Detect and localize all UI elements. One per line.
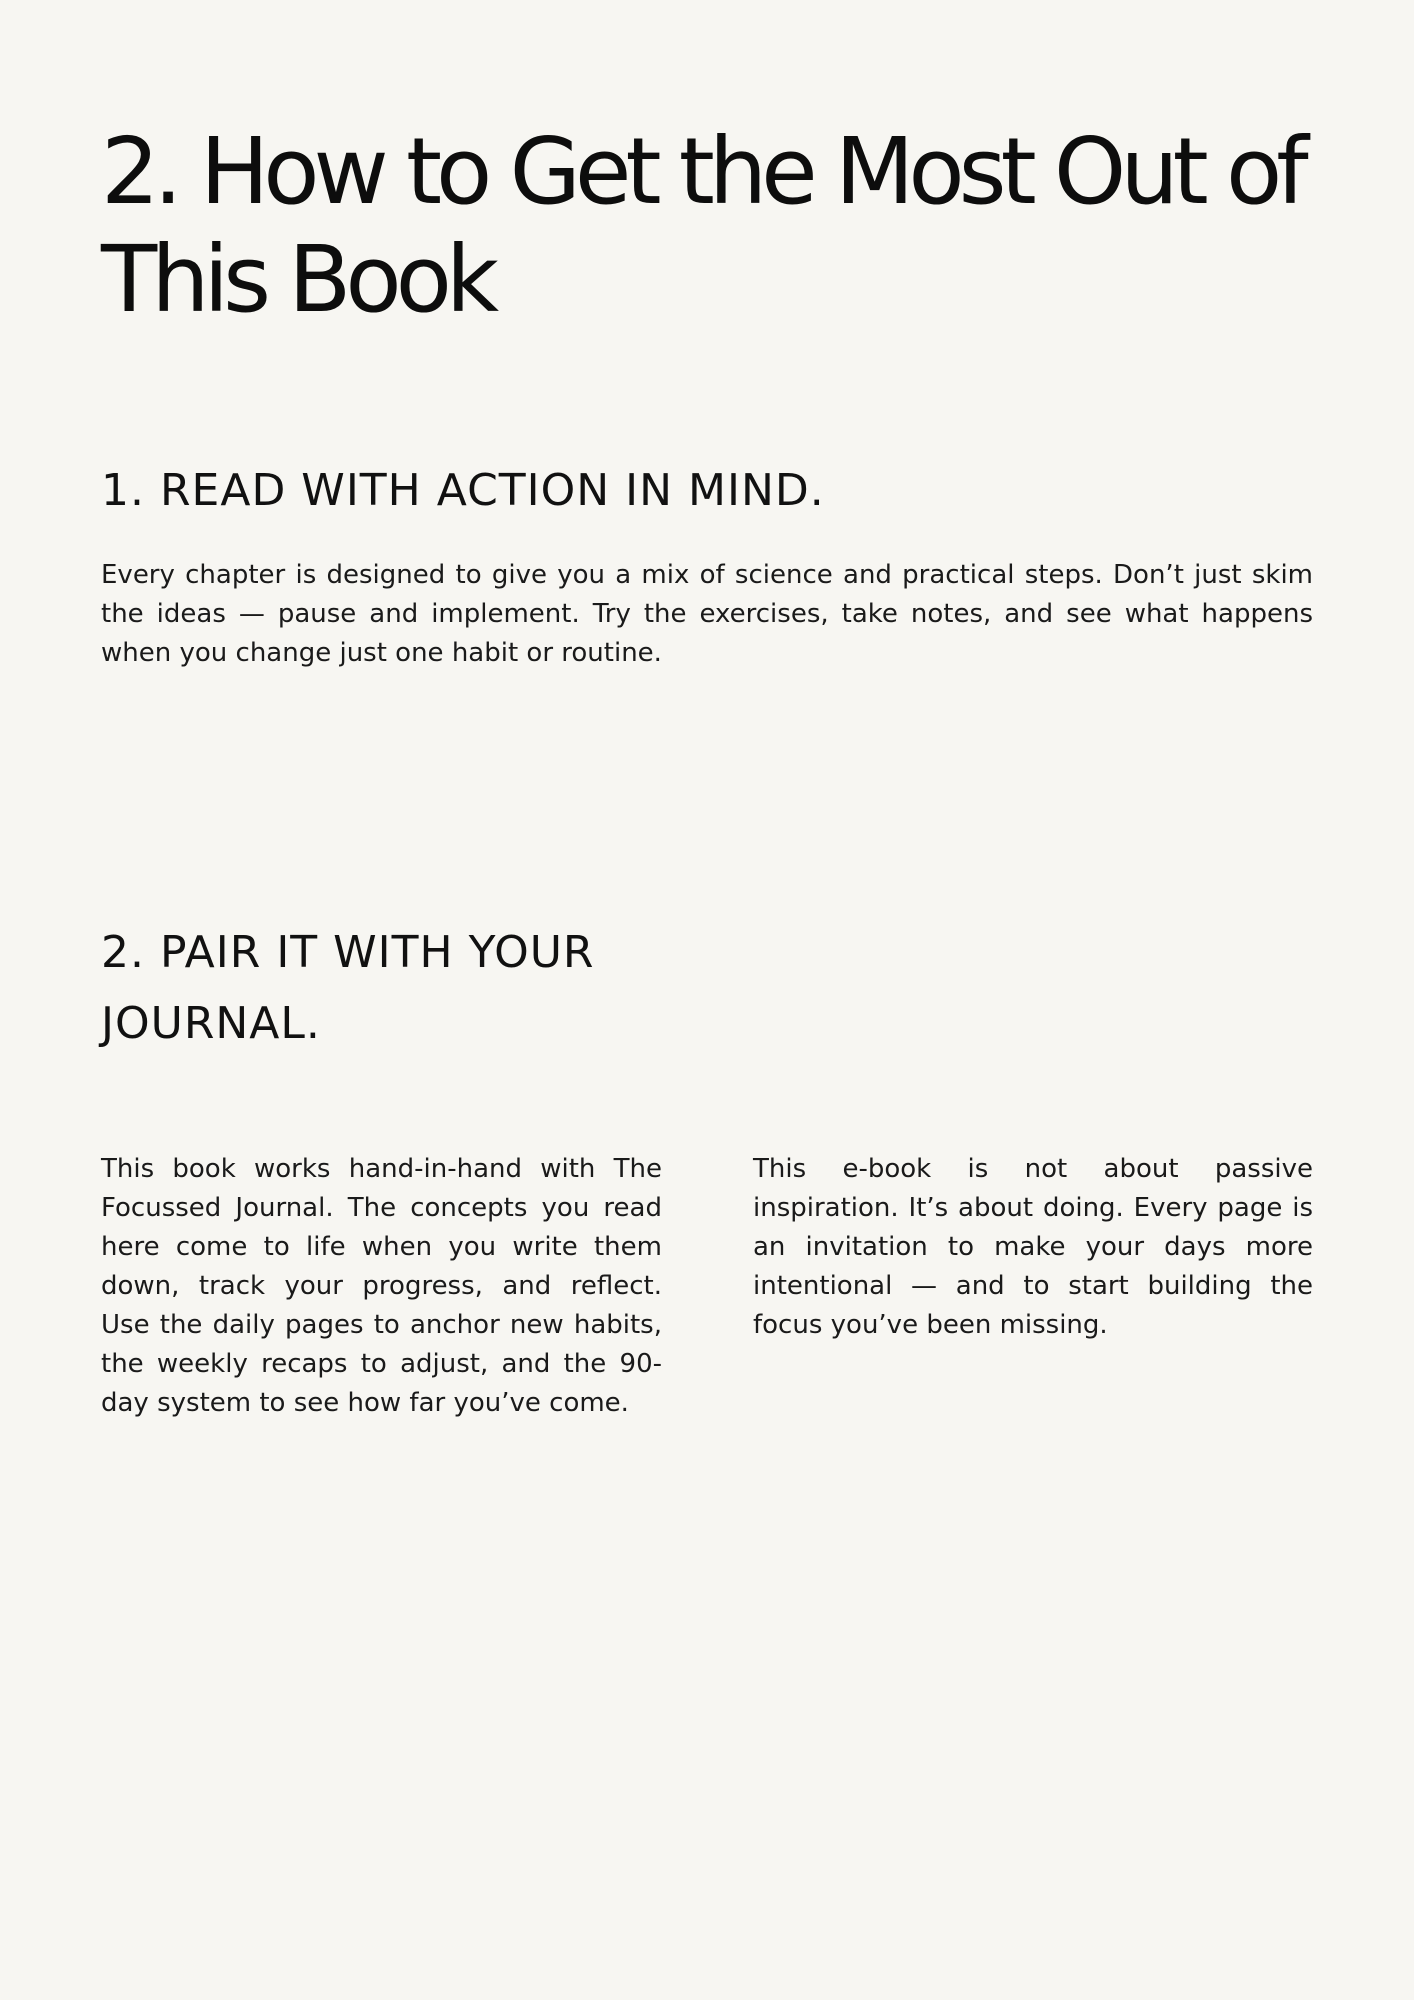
section-2-paragraph-right-column: This e-book is not about passive inspiration. It’s about doing. Every page is an invitation to make your days more intentional — and to start building the focus you’ve been missing. [753, 1154, 1313, 1340]
section-heading-read-with-action: 1. READ WITH ACTION IN MIND. [101, 465, 825, 516]
section-2-paragraph-left-column: This book works hand-in-hand with The Focussed Journal. The concepts you read here come to life when you write them down, track your progress, and reflect. Use the daily pages to anchor new habits, the weekly recaps to adjust, and the 90-day system to see how far you’ve come. [101, 1154, 662, 1418]
page-title: 2. How to Get the Most Out of This Book [101, 118, 1303, 333]
document-page [101, 0, 1313, 2000]
section-1-paragraph: Every chapter is designed to give you a mix of science and practical steps. Don’t just skim the ideas — pause and implement. Try the exercises, take notes, and see what happens when you change just one habit or routine. [101, 560, 1313, 668]
section-heading-pair-with-journal: 2. PAIR IT WITH YOUR JOURNAL. [101, 927, 595, 1049]
